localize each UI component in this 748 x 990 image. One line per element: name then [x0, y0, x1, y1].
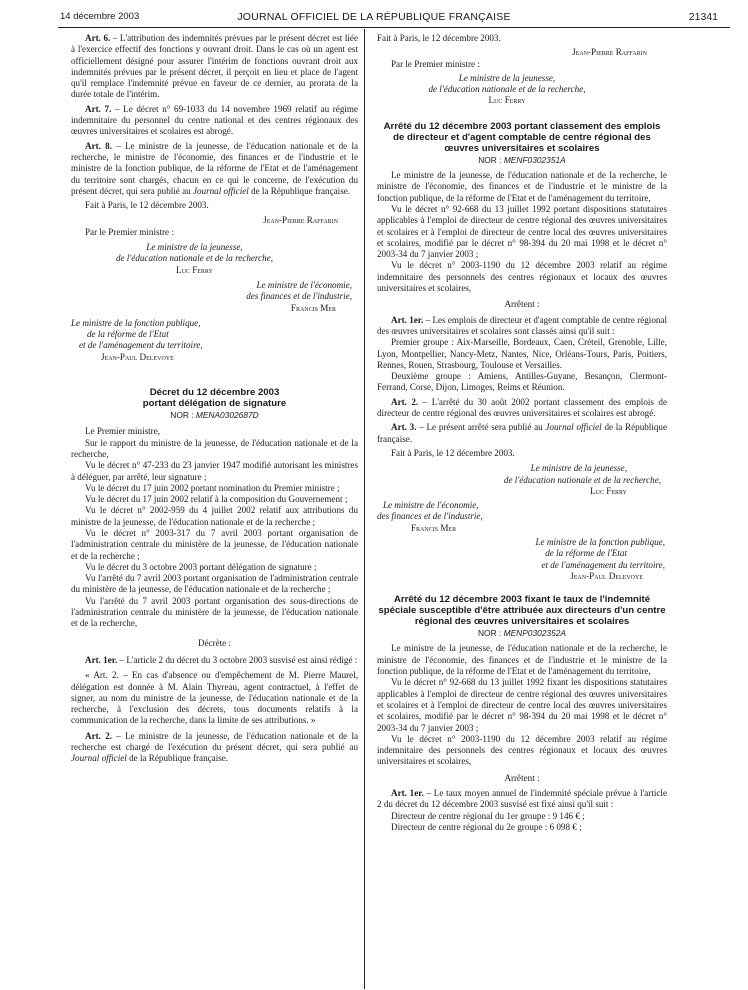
- minister-title-line: de l'éducation nationale et de la recherche,: [428, 84, 586, 95]
- paragraph: Vu le décret n° 2003-317 du 7 avril 2003 portant organisation de l'administration centrale du ministère de la jeunesse, de l'éducation nationale et de la recherche ;: [71, 527, 358, 561]
- article-1: Art. 1er. – Le taux moyen annuel de l'indemnité spéciale prévue à l'article 2 du décret du 12 décembre 2003 susvisé est fixé ainsi qu'il suit :: [377, 788, 667, 810]
- arretent: Arrêtent :: [504, 772, 540, 783]
- nor-reference: NOR : MENA0302687D: [170, 410, 259, 421]
- signature-place-date: Fait à Paris, le 12 décembre 2003.: [391, 447, 515, 458]
- signatory-name: Jean-Paul Delevoye: [570, 570, 643, 581]
- minister-title-line: et de l'aménagement du territoire,: [541, 559, 665, 570]
- minister-title-line: Le ministre de la jeunesse,: [458, 72, 556, 83]
- paragraph: Vu le décret du 17 juin 2002 relatif à la composition du Gouvernement ;: [85, 494, 348, 505]
- article-2: Art. 2. – Le ministre de la jeunesse, de l'éducation nationale et de la recherche est chargé de l'exécution du présent décret, qui sera publié au Journal officiel de la République française.: [71, 730, 359, 764]
- paragraph: Le ministre de la jeunesse, de l'éducation nationale et de la recherche, le ministre de l'économie, des finances et de l'industrie et le ministre de la fonction publique, de la réforme de l'Etat et de l'aménagement du territoire,: [377, 643, 667, 677]
- signatory-name: Luc Ferry: [176, 264, 213, 275]
- article-2: Art. 2. – L'arrêté du 30 août 2002 portant classement des emplois de directeur de centre régional des œuvres universitaires et scolaires est abrogé.: [377, 396, 667, 419]
- signature-place-date: Fait à Paris, le 12 décembre 2003.: [85, 200, 209, 211]
- minister-title-line: des finances et de l'industrie,: [377, 511, 483, 522]
- rate-line: Directeur de centre régional du 2e groupe : 6 098 € ;: [391, 821, 582, 832]
- signatory-prime-minister: Jean-Pierre Raffarin: [263, 215, 338, 226]
- article-3: Art. 3. – Le présent arrêté sera publié au Journal officiel de la République française.: [377, 422, 667, 444]
- minister-title-line: Le ministre de l'économie,: [383, 500, 479, 511]
- paragraph: Vu le décret n° 2003-1190 du 12 décembre 2003 relatif au régime indemnitaire des personnels des centres régionaux et locaux des œuvres universitaires et scolaires,: [377, 733, 667, 767]
- par-premier-ministre: Par le Premier ministre :: [391, 58, 480, 69]
- minister-title-line: Le ministre de la jeunesse,: [146, 242, 243, 253]
- arrete-2-title: Arrêté du 12 décembre 2003 fixant le taux de l'indemnité spéciale susceptible d'être attribuée aux directeurs d'un centre régional des œuvres universitaires et scolaires: [378, 594, 666, 628]
- decrete: Décrète :: [197, 637, 232, 648]
- minister-title-line: Le ministre de la fonction publique,: [535, 536, 665, 547]
- rate-line: Directeur de centre régional du 1er groupe : 9 146 € ;: [391, 810, 585, 821]
- paragraph: Sur le rapport du ministre de la jeunesse, de l'éducation nationale et de la recherche,: [71, 437, 358, 459]
- signature-place-date: Fait à Paris, le 12 décembre 2003.: [377, 33, 501, 43]
- paragraph: Le ministre de la jeunesse, de l'éducation nationale et de la recherche, le ministre de l'économie, des finances et de l'industrie et le ministre de la fonction publique, de la réforme de l'Etat et de l'aménagement du territoire,: [377, 170, 667, 203]
- decree-title: Décret du 12 décembre 2003: [149, 387, 280, 399]
- paragraph: Vu le décret n° 92-668 du 13 juillet 1992 fixant les dispositions statutaires applicables à l'emploi de directeur de centre régional des œuvres universitaires et scolaires et à l'emploi de directeur de centre local des œuvres universitaires et scolaires, modifié par le décret n° 98-394 du 20 mai 1998 et le décret n° 2003-34 du 7 janvier 2003 ;: [377, 677, 667, 733]
- paragraph: Vu le décret n° 2002-959 du 4 juillet 2002 relatif aux attributions du ministre de la jeunesse, de l'éducation nationale et de la recherche ;: [71, 505, 358, 527]
- minister-title-line: de la réforme de l'Etat: [545, 548, 627, 559]
- signatory-name: Francis Mer: [290, 302, 336, 313]
- paragraph: Vu l'arrêté du 7 avril 2003 portant organisation de l'administration centrale du ministère de la jeunesse, de l'éducation nationale et de la recherche ;: [71, 573, 358, 595]
- paragraph: Vu le décret n° 47-233 du 23 janvier 1947 modifié autorisant les ministres à déléguer, par arrêté, leur signature ;: [71, 460, 358, 482]
- nor-reference: NOR : MENF0302351A: [478, 154, 566, 165]
- nor-reference: NOR : MENP0302352A: [478, 628, 566, 639]
- paragraph: Premier groupe : Aix-Marseille, Bordeaux, Caen, Créteil, Grenoble, Lille, Lyon, Montpellier, Nancy-Metz, Nantes, Nice, Orléans-Tours, Paris, Poitiers, Rennes, Rouen, Strasbourg, Toulouse et Versailles.: [377, 337, 667, 370]
- article-1: Art. 1er. – Les emplois de directeur et d'agent comptable de centre régional des œuvres universitaires et scolaires sont classés ainsi qu'il suit :: [377, 314, 667, 336]
- paragraph: Vu le décret n° 92-668 du 13 juillet 1992 portant dispositions statutaires applicables à l'emploi de directeur de centre régional des œuvres universitaires et scolaires et à l'emploi de directeur de centre local des œuvres universitaires et scolaires, modifié par le décret n° 98-394 du 20 mai 1998 et le décret n° 2003-34 du 7 janvier 2003 ;: [377, 203, 667, 260]
- header-date: 14 décembre 2003: [60, 11, 140, 22]
- page-header: [0, 11, 748, 27]
- minister-title-line: et de l'aménagement du territoire,: [79, 340, 203, 351]
- header-rule: [58, 27, 730, 28]
- decree-title: portant délégation de signature: [142, 398, 287, 410]
- column-divider: [364, 29, 365, 989]
- minister-title-line: Le ministre de la jeunesse,: [530, 463, 627, 474]
- minister-title-line: de la réforme de l'Etat: [87, 329, 169, 340]
- article-1: Art. 1er. – L'article 2 du décret du 3 octobre 2003 susvisé est ainsi rédigé :: [85, 654, 358, 665]
- paragraph: Vu le décret du 17 juin 2002 portant nomination du Premier ministre ;: [85, 482, 340, 493]
- paragraph: Vu le décret du 3 octobre 2003 portant délégation de signature ;: [85, 561, 317, 572]
- minister-title-line: Le ministre de l'économie,: [256, 279, 352, 290]
- paragraph: Vu le décret n° 2003-1190 du 12 décembre 2003 relatif au régime indemnitaire des personnels des centres régionaux et locaux des œuvres universitaires et scolaires,: [377, 260, 667, 294]
- article-8: Art. 8. – Le ministre de la jeunesse, de l'éducation nationale et de la recherche, le ministre de l'économie, des finances et de l'industrie et le ministre de la fonction publique, de la réforme de l'Etat et de l'aménagement du territoire sont chargés, chacun en ce qui le concerne, de l'exécution du présent décret, qui sera publié au Journal officiel de la République française.: [71, 140, 359, 196]
- par-premier-ministre: Par le Premier ministre :: [85, 226, 174, 237]
- minister-title-line: de l'éducation nationale et de la recherche,: [503, 474, 661, 485]
- paragraph: Le Premier ministre,: [85, 426, 161, 437]
- minister-title-line: Le ministre de la fonction publique,: [71, 317, 201, 328]
- arretent: Arrêtent :: [504, 299, 540, 310]
- signatory-name: Luc Ferry: [488, 95, 526, 106]
- header-title: JOURNAL OFFICIEL DE LA RÉPUBLIQUE FRANÇAISE: [237, 11, 511, 23]
- signatory-name: Francis Mer: [411, 522, 457, 533]
- quoted-article: « Art. 2. – En cas d'absence ou d'empêchement de M. Pierre Maurel, délégation est donnée à M. Alain Thyreau, agent contractuel, à l'effet de signer, au nom du ministre de la jeunesse, de l'éducation nationale et de la recherche, à l'exclusion des décrets, tous documents relatifs à la communication de la recherche, dans la limite de ses attributions. »: [71, 670, 358, 726]
- paragraph: Vu l'arrêté du 7 avril 2003 portant organisation des sous-directions de l'administration centrale du ministère de la jeunesse, de l'éducation nationale et de la recherche,: [71, 595, 358, 629]
- signatory-prime-minister: Jean-Pierre Raffarin: [572, 47, 647, 58]
- minister-title-line: de l'éducation nationale et de la recherche,: [115, 253, 274, 264]
- arrete-1-title: Arrêté du 12 décembre 2003 portant classement des emplois de directeur et d'agent comptable de centre régional des œuvres universitaires et scolaires: [383, 120, 661, 154]
- signatory-name: Luc Ferry: [590, 485, 627, 496]
- paragraph: Deuxième groupe : Amiens, Antilles-Guyane, Besançon, Clermont-Ferrand, Corse, Dijon, Limoges, Reims et Réunion.: [377, 371, 667, 393]
- right-column: [377, 33, 667, 833]
- article-7: Art. 7. – Le décret n° 69-1033 du 14 novembre 1969 relatif au régime indemnitaire du personnel du centre national et des centres régionaux des œuvres universitaires et scolaires est abrogé.: [71, 103, 358, 137]
- header-page-number: 21341: [688, 11, 718, 23]
- article-6: Art. 6. – L'attribution des indemnités prévues par le présent décret est liée à l'exercice effectif des fonctions y ouvrant droit. Dans le cas où un agent est officiellement désigné pour assurer l'intérim de fonctions ouvrant droit aux indemnités prévues par le présent décret, il perçoit en lieu et place de l'agent qu'il remplace l'indemnité prévue en faveur de ce dernier, au prorata de la durée totale de l'intérim.: [71, 33, 358, 100]
- minister-title-line: des finances et de l'industrie,: [246, 291, 352, 302]
- left-column: [71, 33, 358, 765]
- signatory-name: Jean-Paul Delevoye: [101, 351, 174, 362]
